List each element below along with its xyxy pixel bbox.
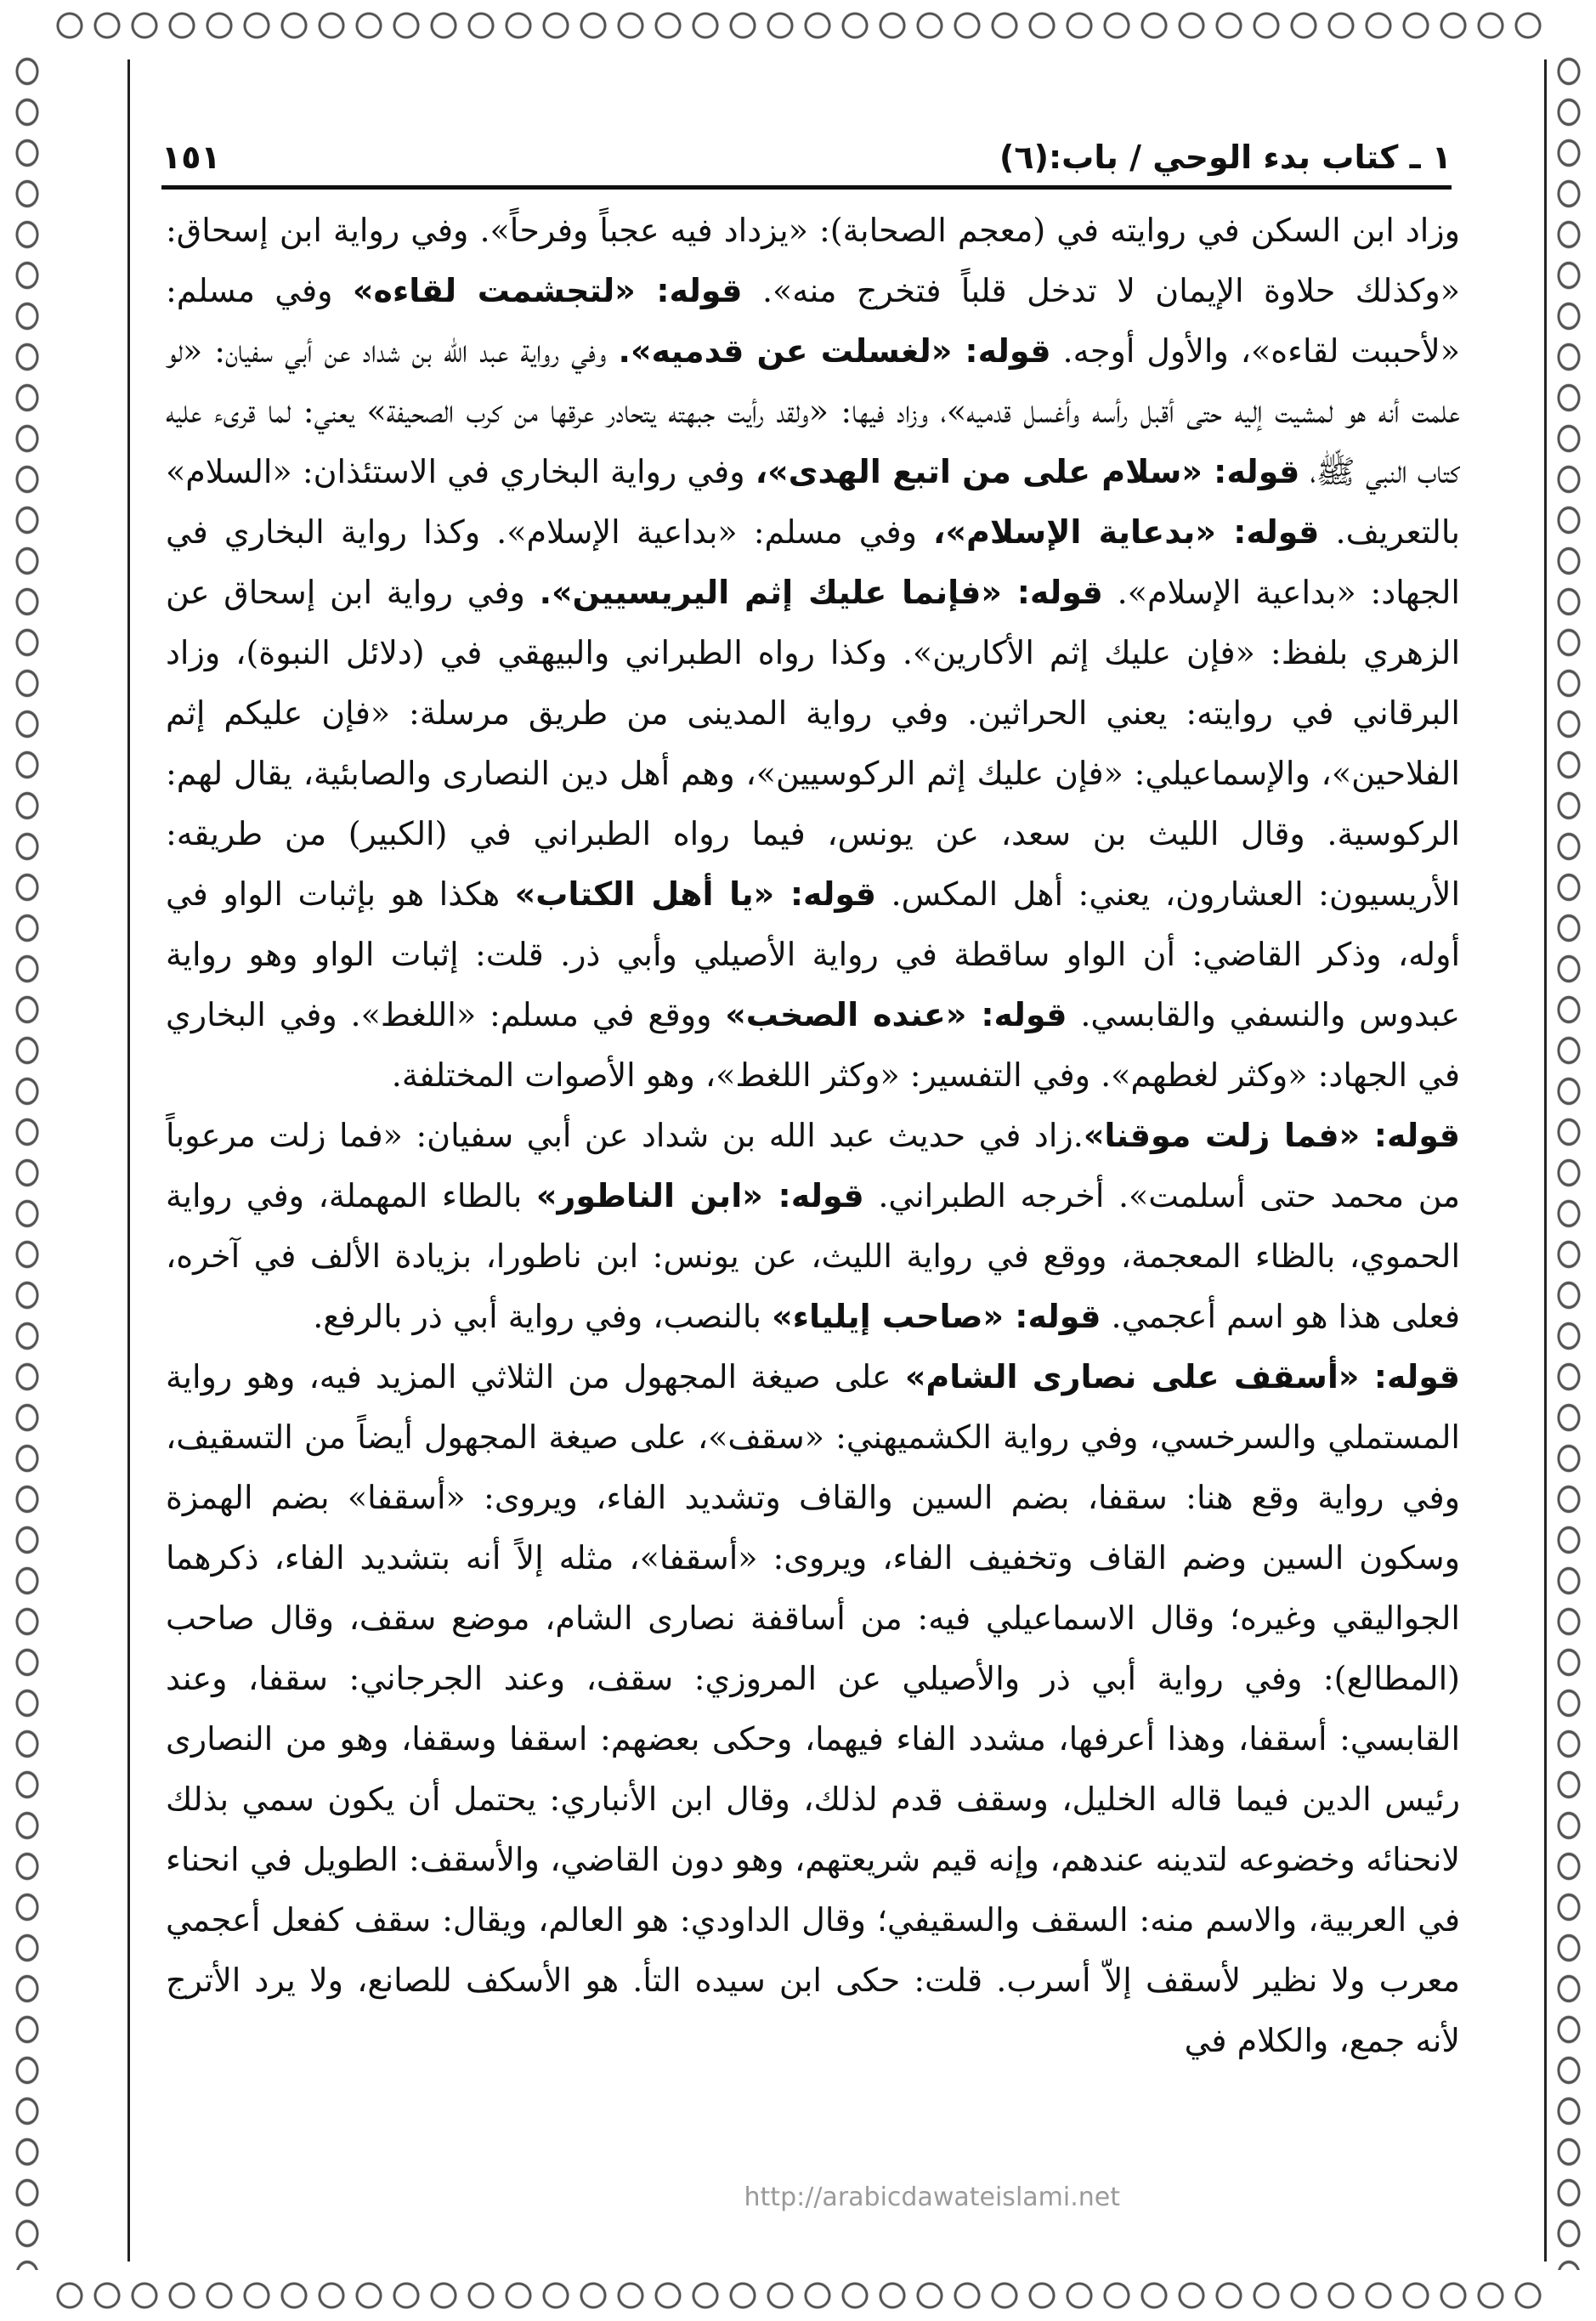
text-run: وفي مسلم: «لأحببت لقاءه»، والأول أوجه.: [166, 272, 1460, 370]
quoted-term: قوله: «فإنما عليك إثم اليريسيين».: [539, 574, 1103, 611]
text-run: وفي مسلم: «بداعية الإسلام». وكذا رواية البخاري في الجهاد: «بداعية الإسلام».: [166, 513, 1460, 611]
quoted-term: قوله: «صاحب إيلياء»: [772, 1298, 1101, 1335]
page-body: [166, 201, 1460, 2236]
text-run: بالطاء المهملة، وفي رواية الحموي، بالظاء المعجمة، ووقع في رواية الليث، عن يونس: ابن ناطورا، بزيادة الألف في آخره، فعلى هذا هو اسم أعجمي.: [166, 1177, 1460, 1335]
quoted-term: قوله: «لغسلت عن قدميه».: [618, 332, 1051, 370]
quoted-term: قوله: «بدعاية الإسلام»،: [933, 513, 1320, 551]
decorative-border-right: [1552, 51, 1586, 2270]
quoted-term: قوله: «ابن الناطور»: [535, 1177, 864, 1214]
quoted-term: قوله: «يا أهل الكتاب»: [514, 875, 877, 913]
decorative-border-bottom: [51, 2277, 1545, 2314]
text-run: وفي رواية عبد الله بن شداد عن أبي سفيان: «لو علمت أنه هو لمشيت إليه حتى أقبل رأسه وأغسل قدميه»، وزاد فيها: «ولقد رأيت جبهته يتحادر عرقها من كرب الصحيفة» يعني: لما قرىء عليه كتاب النبي ﷺ،: [166, 332, 1460, 490]
text-run: وزاد ابن السكن في روايته في (معجم الصحابة): «يزداد فيه عجباً وفرحاً». وفي رواية ابن إسحاق: «وكذلك حلاوة الإيمان لا تدخل قلباً فتخرج منه».: [166, 212, 1460, 309]
quoted-term: قوله: «سلام على من اتبع الهدى»،: [755, 453, 1300, 490]
text-run: ووقع في مسلم: «اللغط». وفي البخاري في الجهاد: «وكثر لغطهم». وفي التفسير: «وكثر اللغط»، وهو الأصوات المختلفة.: [166, 996, 1460, 1094]
frame-line-right: [1544, 59, 1547, 2262]
page-number: ١٥١: [161, 139, 221, 176]
header-rule: [161, 185, 1452, 190]
text-run: وفي رواية البخاري في الاستئذان: «السلام» بالتعريف.: [166, 453, 1460, 551]
decorative-border-top: [51, 7, 1545, 44]
quoted-term: قوله: «أسقف على نصارى الشام»: [904, 1358, 1460, 1395]
page-header: [161, 127, 1452, 187]
quoted-term: قوله: «لتجشمت لقاءه»: [352, 272, 743, 309]
paragraph: [166, 1347, 1460, 2071]
watermark-url: http://arabicdawateislami.net: [744, 2182, 1120, 2212]
paragraph: [166, 1106, 1460, 1347]
quoted-term: قوله: «فما زلت موقنا»: [1083, 1117, 1460, 1154]
quoted-term: قوله: «عنده الصخب»: [725, 996, 1067, 1033]
text-run: على صيغة المجهول من الثلاثي المزيد فيه، وهو رواية المستملي والسرخسي، وفي رواية الكشميهني: «سقف»، على صيغة المجهول أيضاً من التسقيف، وفي رواية وقع هنا: سقفا، بضم السين والقاف وتشديد الفاء، ويروى: «أسقفا» بضم الهمزة وسكون السين وضم القاف وتخفيف الفاء، ويروى: «أسقفا»، مثله إلاً أنه بتشديد الفاء، ذكرهما الجواليقي وغيره؛ وقال الاسماعيلي فيه: من أساقفة نصارى الشام، موضع سقف، وقال صاحب (المطالع): وفي رواية أبي ذر والأصيلي عن المروزي: سقف، وعند الجرجاني: سقفا، وعند القابسي: أسقفا، وهذا أعرفها، مشدد الفاء فيهما، وحكى بعضهم: اسقفا وسقفا، وهو من النصارى رئيس الدين فيما قاله الخليل، وسقف قدم لذلك، وقال ابن الأنباري: يحتمل أن يكون سمي بذلك لانحنائه وخضوعه لتدينه عندهم، وإنه قيم شريعتهم، وهو دون القاضي، والأسقف: الطويل في انحناء في العربية، والاسم منه: السقف والسقيفي؛ وقال الداودي: هو العالم، ويقال: سقف كفعل أعجمي معرب ولا نظير لأسقف إلاّ أسرب. قلت: حكى ابن سيده التأ. هو الأسكف للصانع، ولا يرد الأترج لأنه جمع، والكلام في: [166, 1358, 1460, 2059]
text-run: هكذا هو بإثبات الواو في أوله، وذكر القاضي: أن الواو ساقطة في رواية الأصيلي وأبي ذر. قلت: إثبات الواو وهو رواية عبدوس والنسفي والقابسي.: [166, 875, 1460, 1033]
text-run: بالنصب، وفي رواية أبي ذر بالرفع.: [313, 1298, 773, 1335]
running-title: ١ ـ كتاب بدء الوحي / باب:(٦): [999, 139, 1452, 176]
text-run: .زاد في حديث عبد الله بن شداد عن أبي سفيان: «فما زلت مرعوباً من محمد حتى أسلمت». أخرجه الطبراني.: [166, 1117, 1460, 1214]
decorative-border-left: [10, 51, 44, 2270]
paragraph: [166, 201, 1460, 1106]
frame-line-left: [127, 59, 130, 2262]
text-run: وفي رواية ابن إسحاق عن الزهري بلفظ: «فإن عليك إثم الأكارين». وكذا رواه الطبراني والبيهقي في (دلائل النبوة)، وزاد البرقاني في روايته: يعني الحراثين. وفي رواية المدينى من طريق مرسلة: «فإن عليكم إثم الفلاحين»، والإسماعيلي: «فإن عليك إثم الركوسيين»، وهم أهل دين النصارى والصابئية، يقال لهم: الركوسية. وقال الليث بن سعد، عن يونس، فيما رواه الطبراني في (الكبير) من طريقه: الأريسيون: العشارون، يعني: أهل المكس.: [166, 574, 1460, 913]
